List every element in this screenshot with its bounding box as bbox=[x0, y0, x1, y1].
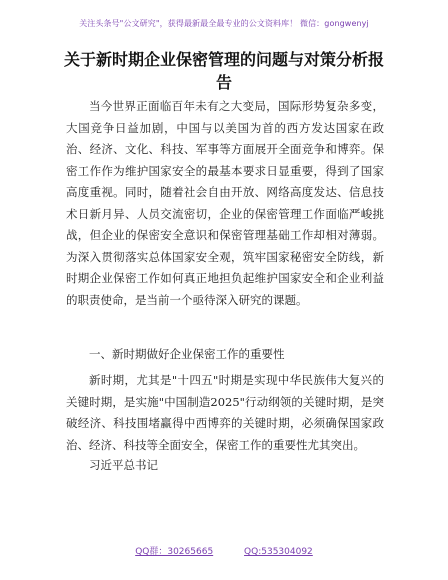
footer-qq-number-link[interactable]: QQ:535304092 bbox=[244, 547, 313, 557]
paragraph-quote-lead: 习近平总书记 bbox=[89, 458, 158, 472]
document-title: 关于新时期企业保密管理的问题与对策分析报告 bbox=[63, 50, 384, 92]
paragraph-importance: 新时期，尤其是"十四五"时期是实现中华民族伟大复兴的关键时期，是实施"中国制造2025"行动纲领的关键时期，是突破经济、科技围堵赢得中西博弈的关键时期，必须确保国家政治、经济、科技等全面安全，保密工作的重要性尤其突出。 bbox=[66, 373, 384, 452]
footer-contact bbox=[0, 544, 448, 557]
footer-qq-group-link[interactable]: QQ群：30265665 bbox=[135, 547, 214, 557]
header-banner: 关注头条号"公文研究"，获得最新最全最专业的公文资料库！ 微信：gongwenyj bbox=[79, 19, 369, 28]
paragraph-intro: 当今世界正面临百年未有之大变局，国际形势复杂多变，大国竞争日益加剧，中国与以美国为首的西方发达国家在政治、经济、文化、科技、军事等方面展开全面竞争和博弈。保密工作作为维护国家安全的最基本要求日显重要，得到了国家高度重视。同时，随着社会自由开放、网络高度发达、信息技术日新月异、人员交流密切，企业的保密管理工作面临严峻挑战，但企业的保密安全意识和保密管理基础工作却相对薄弱。为深入贯彻落实总体国家安全观，筑牢国家秘密安全防线，新时期企业保密工作如何真正地担负起维护国家安全和企业利益的职责使命，是当前一个亟待深入研究的课题。 bbox=[66, 99, 384, 307]
section-heading-importance: 一、新时期做好企业保密工作的重要性 bbox=[89, 347, 285, 361]
